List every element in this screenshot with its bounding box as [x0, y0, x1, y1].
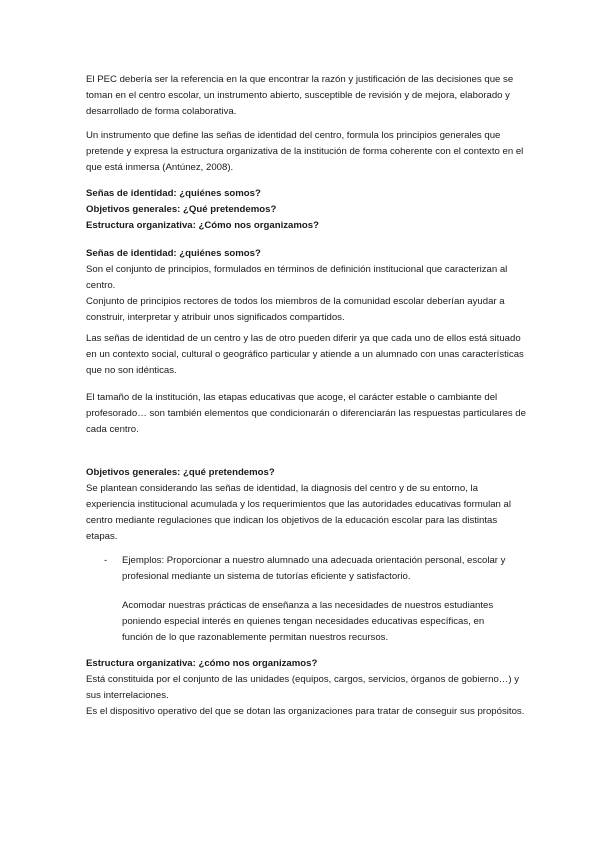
summary-item-structure: Estructura organizativa: ¿Cómo nos organizamos? — [86, 220, 319, 231]
paragraph-text: El PEC debería ser la referencia en la que encontrar la razón y justificación de las decisiones que se toman en el centro escolar, un instrumento abierto, susceptible de revisión y de mejora, elaborado y desarrollado de forma colaborativa. — [86, 74, 514, 117]
summary-headings — [86, 186, 526, 234]
paragraph-text: Ejemplos: Proporcionar a nuestro alumnado una adecuada orientación personal, escolar y profesional mediante un sistema de tutorías eficiente y satisfactorio. — [122, 555, 506, 582]
intro-paragraph-2 — [86, 128, 526, 176]
objectives-section — [86, 465, 526, 545]
identity-paragraph-3 — [86, 331, 526, 379]
example-1 — [122, 553, 514, 585]
bullet-dash: - — [104, 555, 108, 566]
paragraph-text: Se plantean considerando las señas de identidad, la diagnosis del centro y de su entorno, la experiencia institucional acumulada y los requerimientos que las autoridades educativas formulan al centro mediante regulaciones que indican los objetivos de la educación escolar para las distintas etapas. — [86, 483, 512, 542]
intro-paragraph-1 — [86, 72, 526, 120]
paragraph-text: Son el conjunto de principios, formulados en términos de definición institucional que caracterizan al centro. — [86, 264, 508, 291]
paragraph-text: Un instrumento que define las señas de identidad del centro, formula los principios generales que pretende y expresa la estructura organizativa de la institución de forma coherente con el contexto en el que está inmersa (Antúnez, 2008). — [86, 130, 524, 173]
section-heading: Señas de identidad: ¿quiénes somos? — [86, 248, 261, 259]
structure-section — [86, 656, 526, 720]
section-heading: Estructura organizativa: ¿cómo nos organizamos? — [86, 658, 318, 669]
summary-item-objectives: Objetivos generales: ¿Qué pretendemos? — [86, 204, 277, 215]
paragraph-text: Conjunto de principios rectores de todos los miembros de la comunidad escolar deberían ayudar a construir, interpretar y atribuir unos significados compartidos. — [86, 296, 505, 323]
example-2 — [122, 598, 514, 646]
summary-item-identity: Señas de identidad: ¿quiénes somos? — [86, 188, 261, 199]
paragraph-text: Las señas de identidad de un centro y las de otro pueden diferir ya que cada uno de ellos está situado en un contexto social, cultural o geográfico particular y atiende a un alumnado con unas características que no son idénticas. — [86, 333, 524, 376]
paragraph-text: Está constituida por el conjunto de las unidades (equipos, cargos, servicios, órganos de gobierno…) y sus interrelaciones. — [86, 674, 520, 701]
section-heading: Objetivos generales: ¿qué pretendemos? — [86, 467, 275, 478]
paragraph-text: Es el dispositivo operativo del que se dotan las organizaciones para tratar de conseguir sus propósitos. — [86, 706, 525, 717]
paragraph-text: Acomodar nuestras prácticas de enseñanza a las necesidades de nuestros estudiantes poniendo especial interés en quienes tengan necesidades educativas específicas, en función de lo que razonablemente permitan nuestros recursos. — [122, 600, 494, 643]
identity-section — [86, 246, 526, 326]
paragraph-text: El tamaño de la institución, las etapas educativas que acoge, el carácter estable o cambiante del profesorado… son también elementos que condicionarán o diferenciarán las respuestas particulares de cada centro. — [86, 392, 526, 435]
identity-paragraph-4 — [86, 390, 526, 438]
